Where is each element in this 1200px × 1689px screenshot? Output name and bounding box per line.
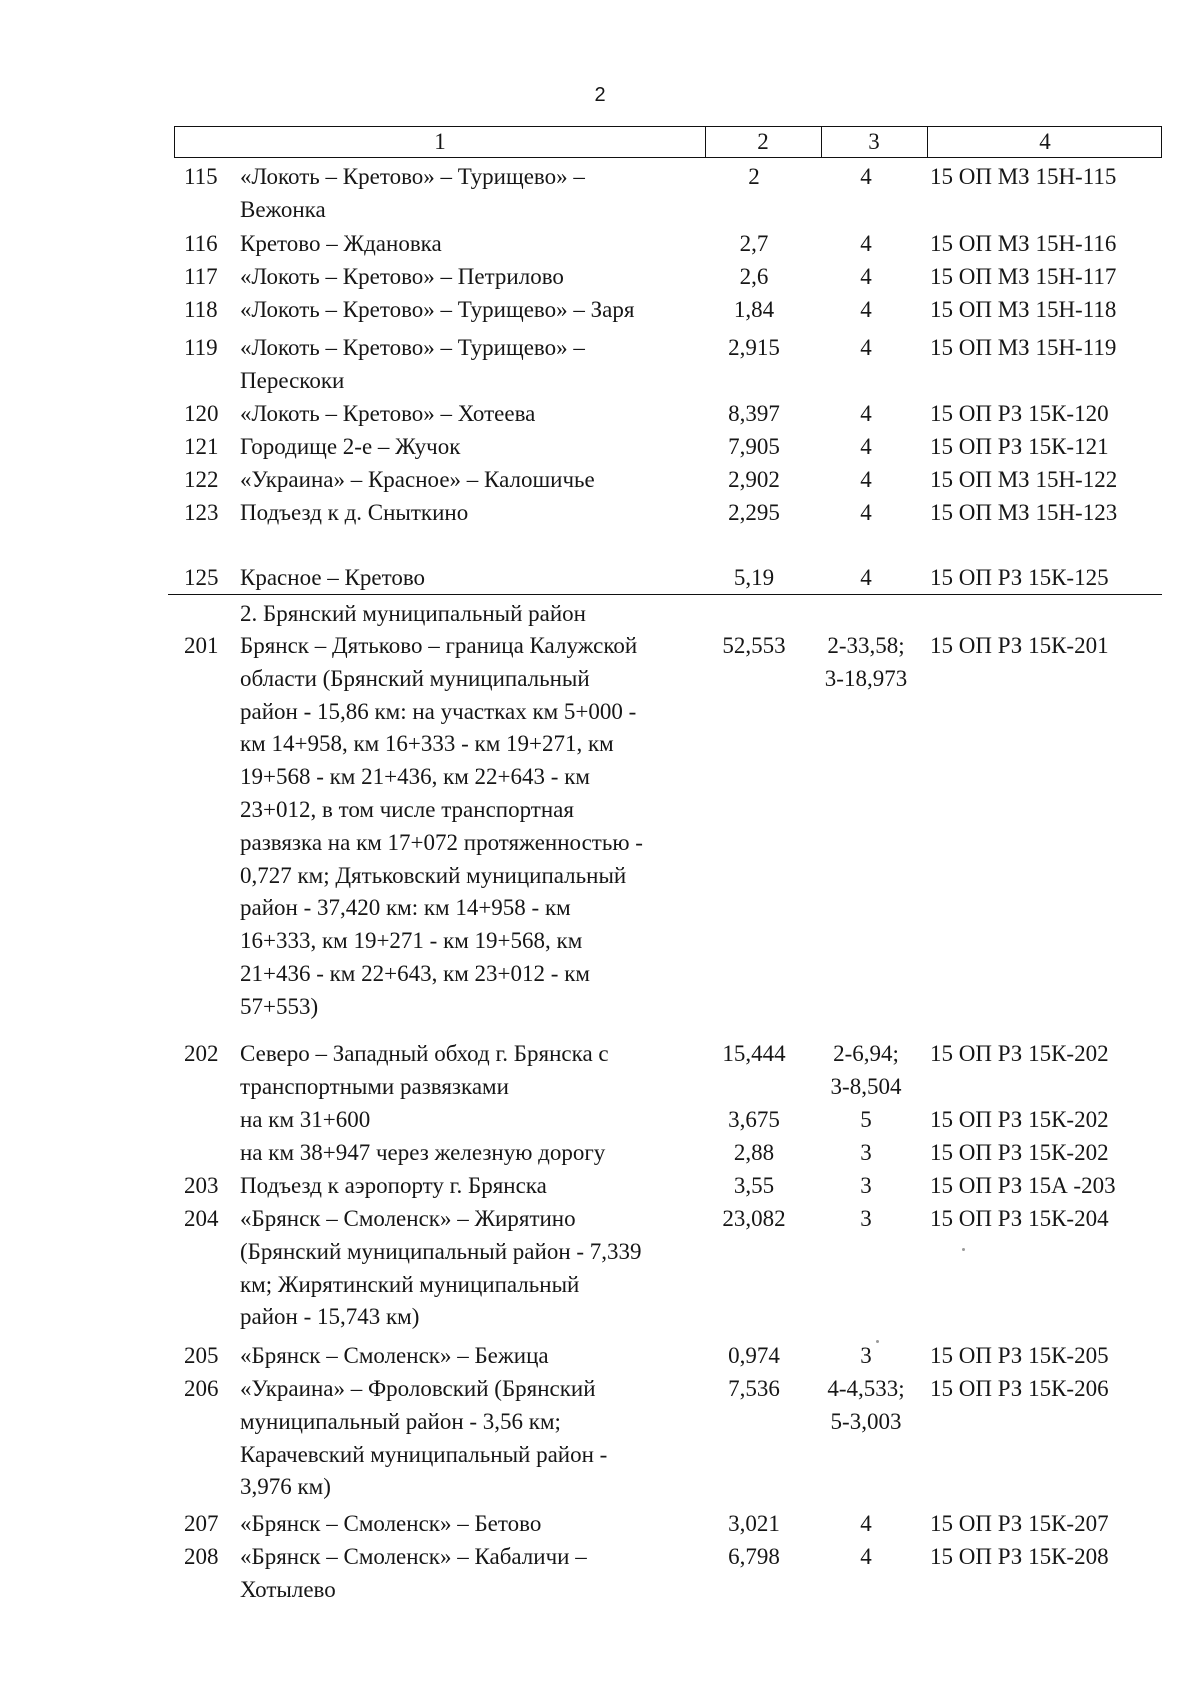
road-category: 2-33,58; 3-18,973	[824, 633, 908, 691]
road-category: 4-4,533; 5-3,003	[827, 1376, 905, 1434]
road-id: 15 ОП РЗ 15А -203	[930, 1173, 1116, 1198]
table-header	[174, 126, 1162, 158]
road-length: 1,84	[733, 297, 775, 322]
road-name: «Локоть – Кретово» – Петрилово	[240, 264, 564, 289]
road-length: 2,295	[728, 500, 780, 525]
row-number: 203	[184, 1173, 219, 1198]
header-col-2: 2	[757, 129, 769, 154]
road-id: 15 ОП РЗ 15К-120	[930, 401, 1109, 426]
road-id: 15 ОП РЗ 15К-202	[930, 1140, 1109, 1165]
road-category: 4	[860, 434, 872, 459]
page-number: 2	[594, 84, 606, 106]
row-number: 116	[184, 231, 218, 256]
road-name: Городище 2-е – Жучок	[240, 434, 461, 459]
row-number: 207	[184, 1511, 219, 1536]
header-col-1: 1	[434, 129, 446, 154]
row-number: 119	[184, 335, 218, 360]
road-name: на км 38+947 через железную дорогу	[240, 1140, 606, 1165]
road-category: 4	[860, 467, 872, 492]
road-length: 23,082	[722, 1206, 786, 1231]
road-name: «Локоть – Кретово» – Турищево» – Вежонка	[240, 164, 585, 222]
row-number: 117	[184, 264, 218, 289]
road-category: 4	[860, 231, 872, 256]
road-category: 2-6,94; 3-8,504	[830, 1041, 902, 1099]
road-length: 2,88	[733, 1140, 775, 1165]
row-number: 206	[184, 1376, 219, 1401]
row-number: 205	[184, 1343, 219, 1368]
row-number: 204	[184, 1206, 219, 1231]
road-id: 15 ОП РЗ 15К-201	[930, 633, 1109, 658]
road-name: «Локоть – Кретово» – Турищево» – Перескоки	[240, 335, 585, 393]
road-category: 4	[860, 401, 872, 426]
road-name: Северо – Западный обход г. Брянска с транспортными развязками	[240, 1041, 609, 1099]
road-length: 0,974	[728, 1343, 780, 1368]
road-id: 15 ОП РЗ 15К-125	[930, 565, 1109, 590]
scan-speck	[962, 1248, 965, 1251]
row-number: 208	[184, 1544, 219, 1569]
road-id: 15 ОП МЗ 15Н-119	[930, 335, 1117, 360]
road-name: «Брянск – Смоленск» – Бетово	[240, 1511, 542, 1536]
road-category: 3	[860, 1343, 872, 1368]
road-id: 15 ОП РЗ 15К-208	[930, 1544, 1109, 1569]
road-length: 2,6	[739, 264, 769, 289]
road-name: Подъезд к аэропорту г. Брянска	[240, 1173, 547, 1198]
road-name: «Брянск – Смоленск» – Бежица	[240, 1343, 549, 1368]
road-length: 2	[748, 164, 760, 189]
road-category: 4	[860, 335, 872, 360]
road-length: 7,536	[728, 1376, 780, 1401]
road-name: «Локоть – Кретово» – Турищево» – Заря	[240, 297, 635, 322]
road-category: 4	[860, 500, 872, 525]
road-length: 2,7	[739, 231, 769, 256]
road-category: 3	[860, 1140, 872, 1165]
road-name: Кретово – Ждановка	[240, 231, 442, 256]
road-category: 5	[860, 1107, 872, 1132]
road-length: 52,553	[722, 633, 786, 658]
road-length: 6,798	[728, 1544, 780, 1569]
row-number: 115	[184, 164, 218, 189]
road-id: 15 ОП РЗ 15К-121	[930, 434, 1109, 459]
section-title: 2. Брянский муниципальный район	[240, 601, 586, 626]
road-length: 15,444	[722, 1041, 786, 1066]
road-name: Подъезд к д. Сныткино	[240, 500, 469, 525]
road-name: на км 31+600	[240, 1107, 371, 1132]
road-name: «Брянск – Смоленск» – Жирятино (Брянский муниципальный район - 7,339 км; Жирятинский муниципальный район - 15,743 км)	[240, 1206, 642, 1330]
row-number: 121	[184, 434, 219, 459]
road-category: 3	[860, 1173, 872, 1198]
row-number: 122	[184, 467, 219, 492]
road-name: Брянск – Дятьково – граница Калужской области (Брянский муниципальный район - 15,86 км: на участках км 5+000 - км 14+958, км 16+333 - км 19+271, км 19+568 - км 21+436, км 22+643 - км 23+012, в том числе транспортная развязка на км 17+072 протяженностью - 0,727 км; Дятьковский муниципальный район - 37,420 км: км 14+958 - км 16+333, км 19+271 - км 19+568, км 21+436 - км 22+643, км 23+012 - км 57+553)	[240, 633, 643, 1019]
road-id: 15 ОП РЗ 15К-202	[930, 1107, 1109, 1132]
road-id: 15 ОП МЗ 15Н-115	[930, 164, 1117, 189]
road-category: 4	[860, 1511, 872, 1536]
road-id: 15 ОП МЗ 15Н-116	[930, 231, 1117, 256]
road-name: «Брянск – Смоленск» – Кабаличи – Хотылево	[240, 1544, 587, 1602]
scan-speck	[876, 1340, 879, 1343]
road-length: 7,905	[728, 434, 780, 459]
road-id: 15 ОП МЗ 15Н-118	[930, 297, 1117, 322]
row-number: 202	[184, 1041, 219, 1066]
road-id: 15 ОП МЗ 15Н-122	[930, 467, 1118, 492]
road-category: 4	[860, 264, 872, 289]
road-category: 4	[860, 565, 872, 590]
road-length: 3,675	[728, 1107, 780, 1132]
road-length: 8,397	[728, 401, 780, 426]
row-number: 120	[184, 401, 219, 426]
road-id: 15 ОП РЗ 15К-205	[930, 1343, 1109, 1368]
road-id: 15 ОП МЗ 15Н-117	[930, 264, 1117, 289]
road-name: «Локоть – Кретово» – Хотеева	[240, 401, 536, 426]
header-col-3: 3	[868, 129, 880, 154]
road-id: 15 ОП РЗ 15К-202	[930, 1041, 1109, 1066]
road-id: 15 ОП РЗ 15К-207	[930, 1511, 1109, 1536]
road-length: 2,902	[728, 467, 780, 492]
road-id: 15 ОП МЗ 15Н-123	[930, 500, 1118, 525]
road-id: 15 ОП РЗ 15К-204	[930, 1206, 1109, 1231]
road-length: 5,19	[733, 565, 775, 590]
road-name: «Украина» – Красное» – Калошичье	[240, 467, 595, 492]
road-category: 3	[860, 1206, 872, 1231]
road-category: 4	[860, 1544, 872, 1569]
road-length: 3,021	[728, 1511, 780, 1536]
row-number: 201	[184, 633, 219, 658]
row-number: 125	[184, 565, 219, 590]
road-category: 4	[860, 297, 872, 322]
road-length: 2,915	[728, 335, 780, 360]
road-id: 15 ОП РЗ 15К-206	[930, 1376, 1109, 1401]
road-category: 4	[860, 164, 872, 189]
road-name: «Украина» – Фроловский (Брянский муниципальный район - 3,56 км; Карачевский муниципальный район - 3,976 км)	[240, 1376, 608, 1500]
road-length: 3,55	[733, 1173, 775, 1198]
road-name: Красное – Кретово	[240, 565, 426, 590]
section-divider	[168, 594, 1162, 595]
row-number: 123	[184, 500, 219, 525]
row-number: 118	[184, 297, 218, 322]
header-col-4: 4	[1039, 129, 1051, 154]
